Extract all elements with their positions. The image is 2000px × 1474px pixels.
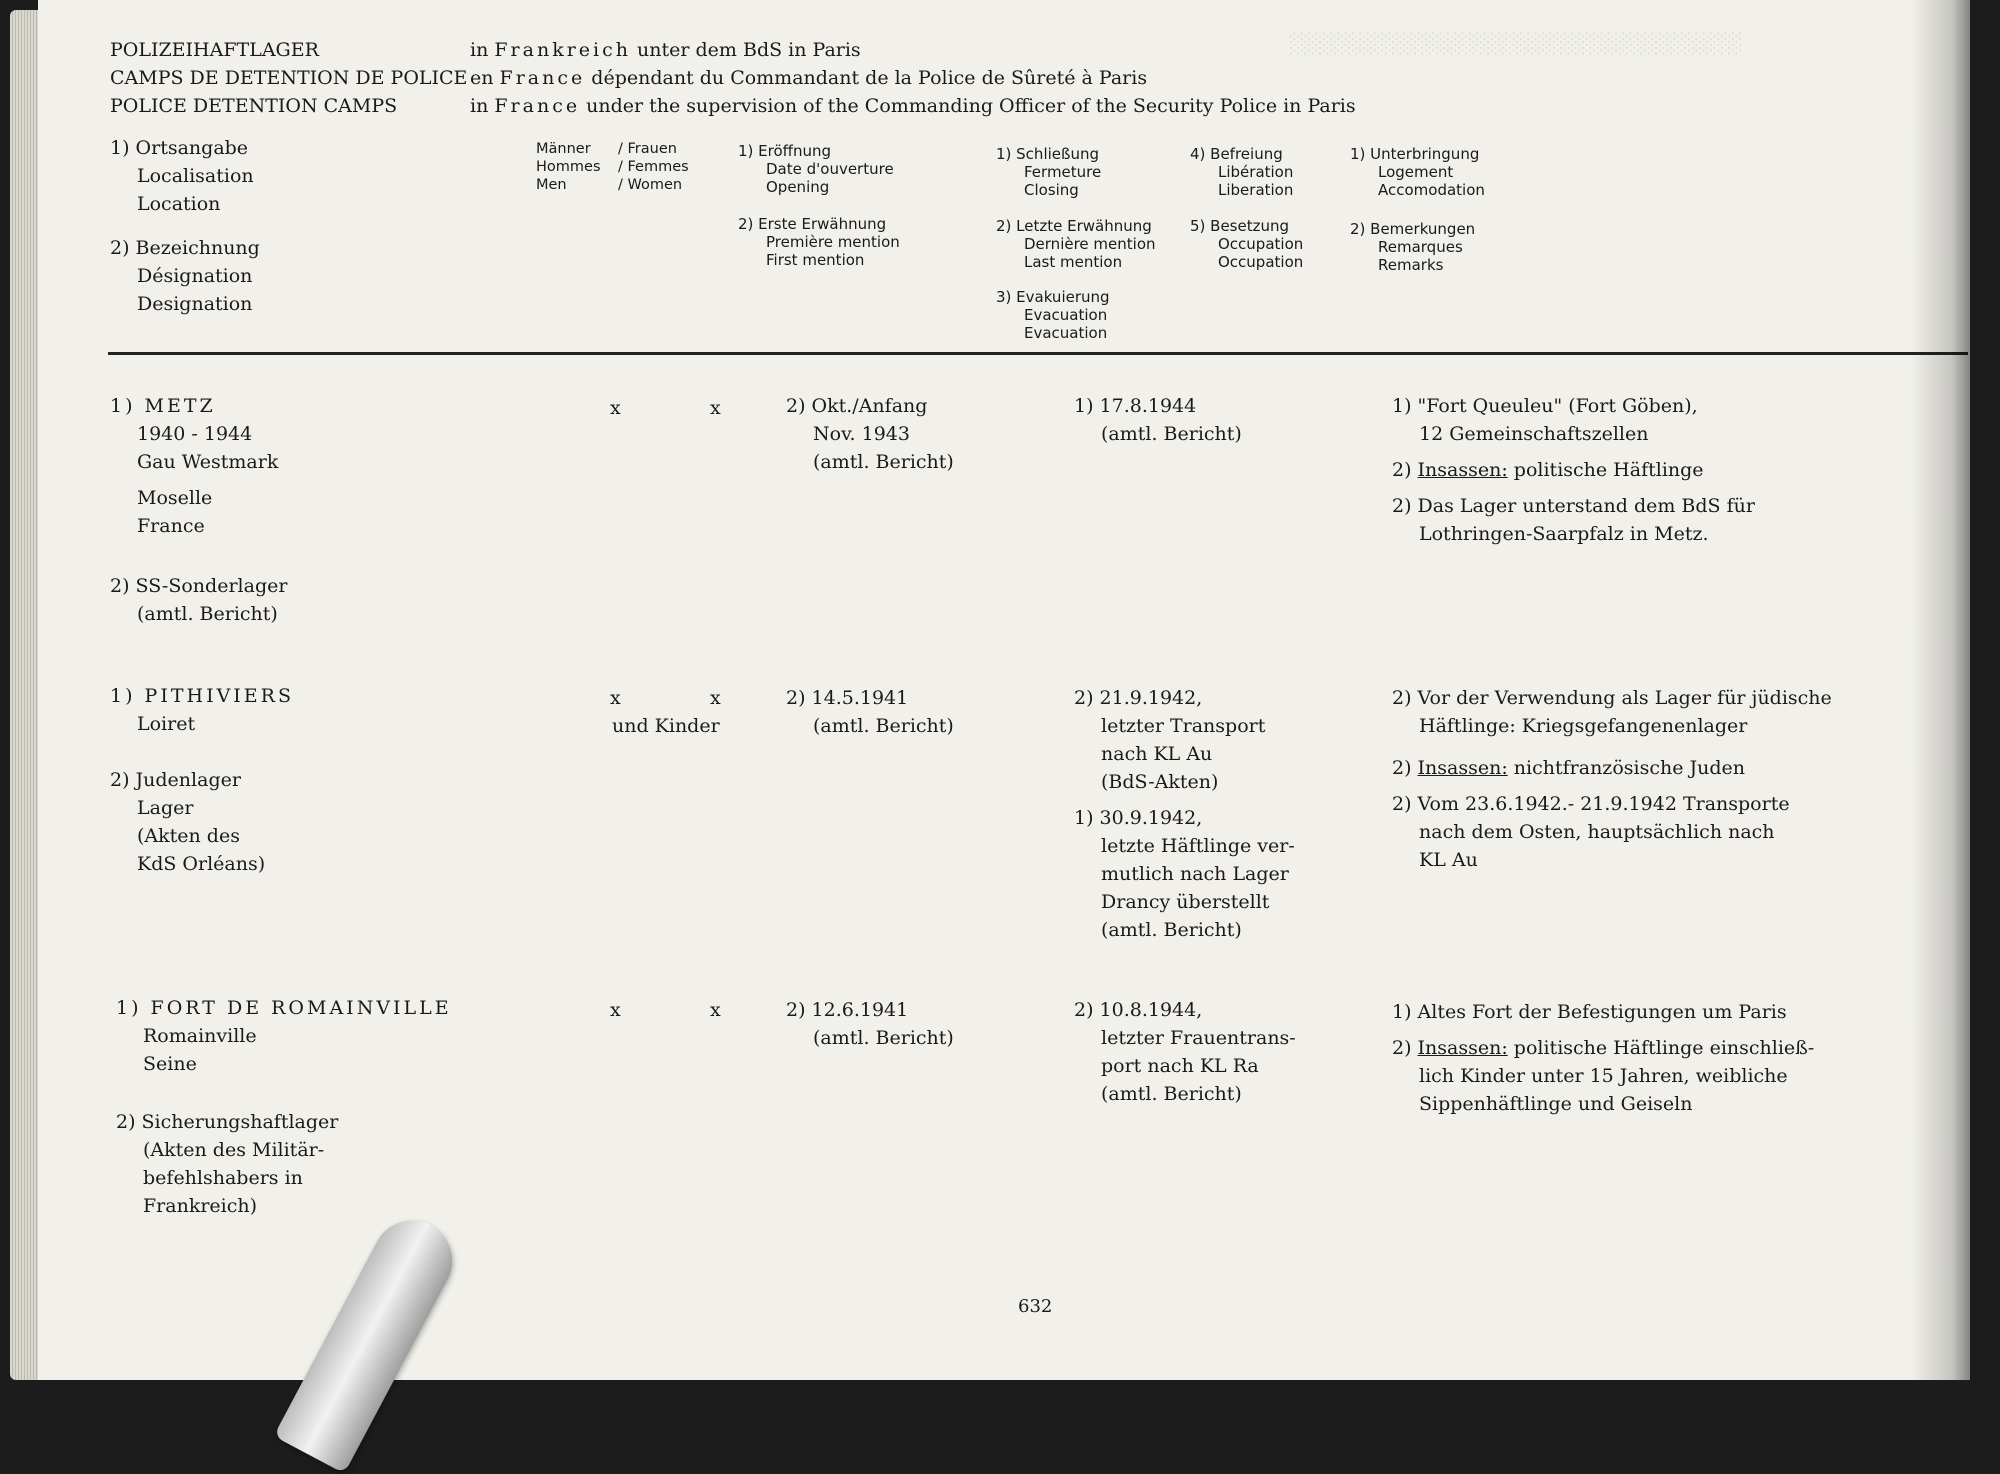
legend-letzte: 2) Letzte Erwähnung Dernière mention Last mention [996,217,1156,271]
header-title-de: POLIZEIHAFTLAGER [110,39,319,61]
entry-metz-opening: 2) Okt./Anfang Nov. 1943 (amtl. Bericht) [786,395,954,473]
entry-pithiviers-location: 1) PITHIVIERS Loiret [110,685,294,735]
header-divider [108,352,1968,355]
legend-besetzung: 5) Besetzung Occupation Occupation [1190,217,1304,271]
entry-pithiviers-women: x [710,687,721,709]
legend-eroeffnung: 1) Eröffnung Date d'ouverture Opening [738,142,894,196]
page-number: 632 [1018,1296,1053,1317]
entry-pithiviers-remarks: 2) Vor der Verwendung als Lager für jüdische Häftlinge: Kriegsgefangenenlager 2) Insassen: nichtfranzösische Juden 2) Vom 23.6.1942.- 21.9.1942 Transporte nach dem Osten, hauptsächlich nach KL Au [1392,687,1832,871]
legend-schliessung: 1) Schließung Fermeture Closing [996,145,1102,199]
entry-pithiviers-designation: 2) Judenlager Lager (Akten des KdS Orléans) [110,769,266,875]
entry-pithiviers-children: und Kinder [612,715,720,737]
header-subtitle-en: in France under the supervision of the Commanding Officer of the Security Police in Paris [470,95,1356,117]
header-subtitle-fr: en France dépendant du Commandant de la Police de Sûreté à Paris [470,67,1148,89]
legend-unterbringung: 1) Unterbringung Logement Accomodation [1350,145,1485,199]
entry-romainville-remarks: 1) Altes Fort der Befestigungen um Paris 2) Insassen: politische Häftlinge einschließ- lich Kinder unter 15 Jahren, weibliche Sippenhäftlinge und Geiseln [1392,1001,1815,1115]
legend-bemerkungen: 2) Bemerkungen Remarques Remarks [1350,220,1476,274]
legend-erste: 2) Erste Erwähnung Première mention First mention [738,215,900,269]
entry-romainville-closing: 2) 10.8.1944, letzter Frauentrans- port nach KL Ra (amtl. Bericht) [1074,999,1296,1105]
bleed-through: ░░░░░░░░░░░░░░░░░░░░░░░░░░░░░░░ [1288,33,1741,55]
entry-metz-location: 1) METZ 1940 - 1944 Gau Westmark Moselle France [110,395,279,537]
entry-metz-remarks: 1) "Fort Queuleu" (Fort Göben), 12 Gemeinschaftszellen 2) Insassen: politische Häftlinge 2) Das Lager unterstand dem BdS für Lothringen-Saarpfalz in Metz. [1392,395,1755,545]
legend-ortsangabe: 1) Ortsangabe Localisation Location [110,137,254,215]
header-subtitles [470,36,1356,120]
header-title-en: POLICE DETENTION CAMPS [110,95,398,117]
header-titles [110,36,467,120]
entry-pithiviers-men: x [610,687,621,709]
entry-pithiviers-opening: 2) 14.5.1941 (amtl. Bericht) [786,687,954,737]
entry-pithiviers-closing: 2) 21.9.1942, letzter Transport nach KL Au (BdS-Akten) 1) 30.9.1942, letzte Häftlinge ver- mutlich nach Lager Drancy überstellt (amtl. Bericht) [1074,687,1295,941]
entry-romainville-women: x [710,999,721,1021]
entry-metz-men: x [610,397,621,419]
entry-metz-closing: 1) 17.8.1944 (amtl. Bericht) [1074,395,1242,445]
entry-metz-designation: 2) SS-Sonderlager (amtl. Bericht) [110,575,288,625]
document-page [38,0,1970,1380]
legend-gender: Männer / Frauen Hommes / Femmes Men / Women [536,141,689,193]
entry-romainville-designation: 2) Sicherungshaftlager (Akten des Militär- befehlshabers in Frankreich) [116,1111,339,1217]
header-subtitle-de: in Frankreich unter dem BdS in Paris [470,39,861,61]
entry-romainville-men: x [610,999,621,1021]
legend-evakuierung: 3) Evakuierung Evacuation Evacuation [996,288,1110,342]
header-title-fr: CAMPS DE DETENTION DE POLICE [110,67,468,89]
entry-romainville-location: 1) FORT DE ROMAINVILLE Romainville Seine [116,997,452,1075]
legend-befreiung: 4) Befreiung Libération Liberation [1190,145,1294,199]
entry-romainville-opening: 2) 12.6.1941 (amtl. Bericht) [786,999,954,1049]
book-gutter-shadow [1910,0,1970,1380]
entry-metz-women: x [710,397,721,419]
legend-bezeichnung: 2) Bezeichnung Désignation Designation [110,237,260,315]
